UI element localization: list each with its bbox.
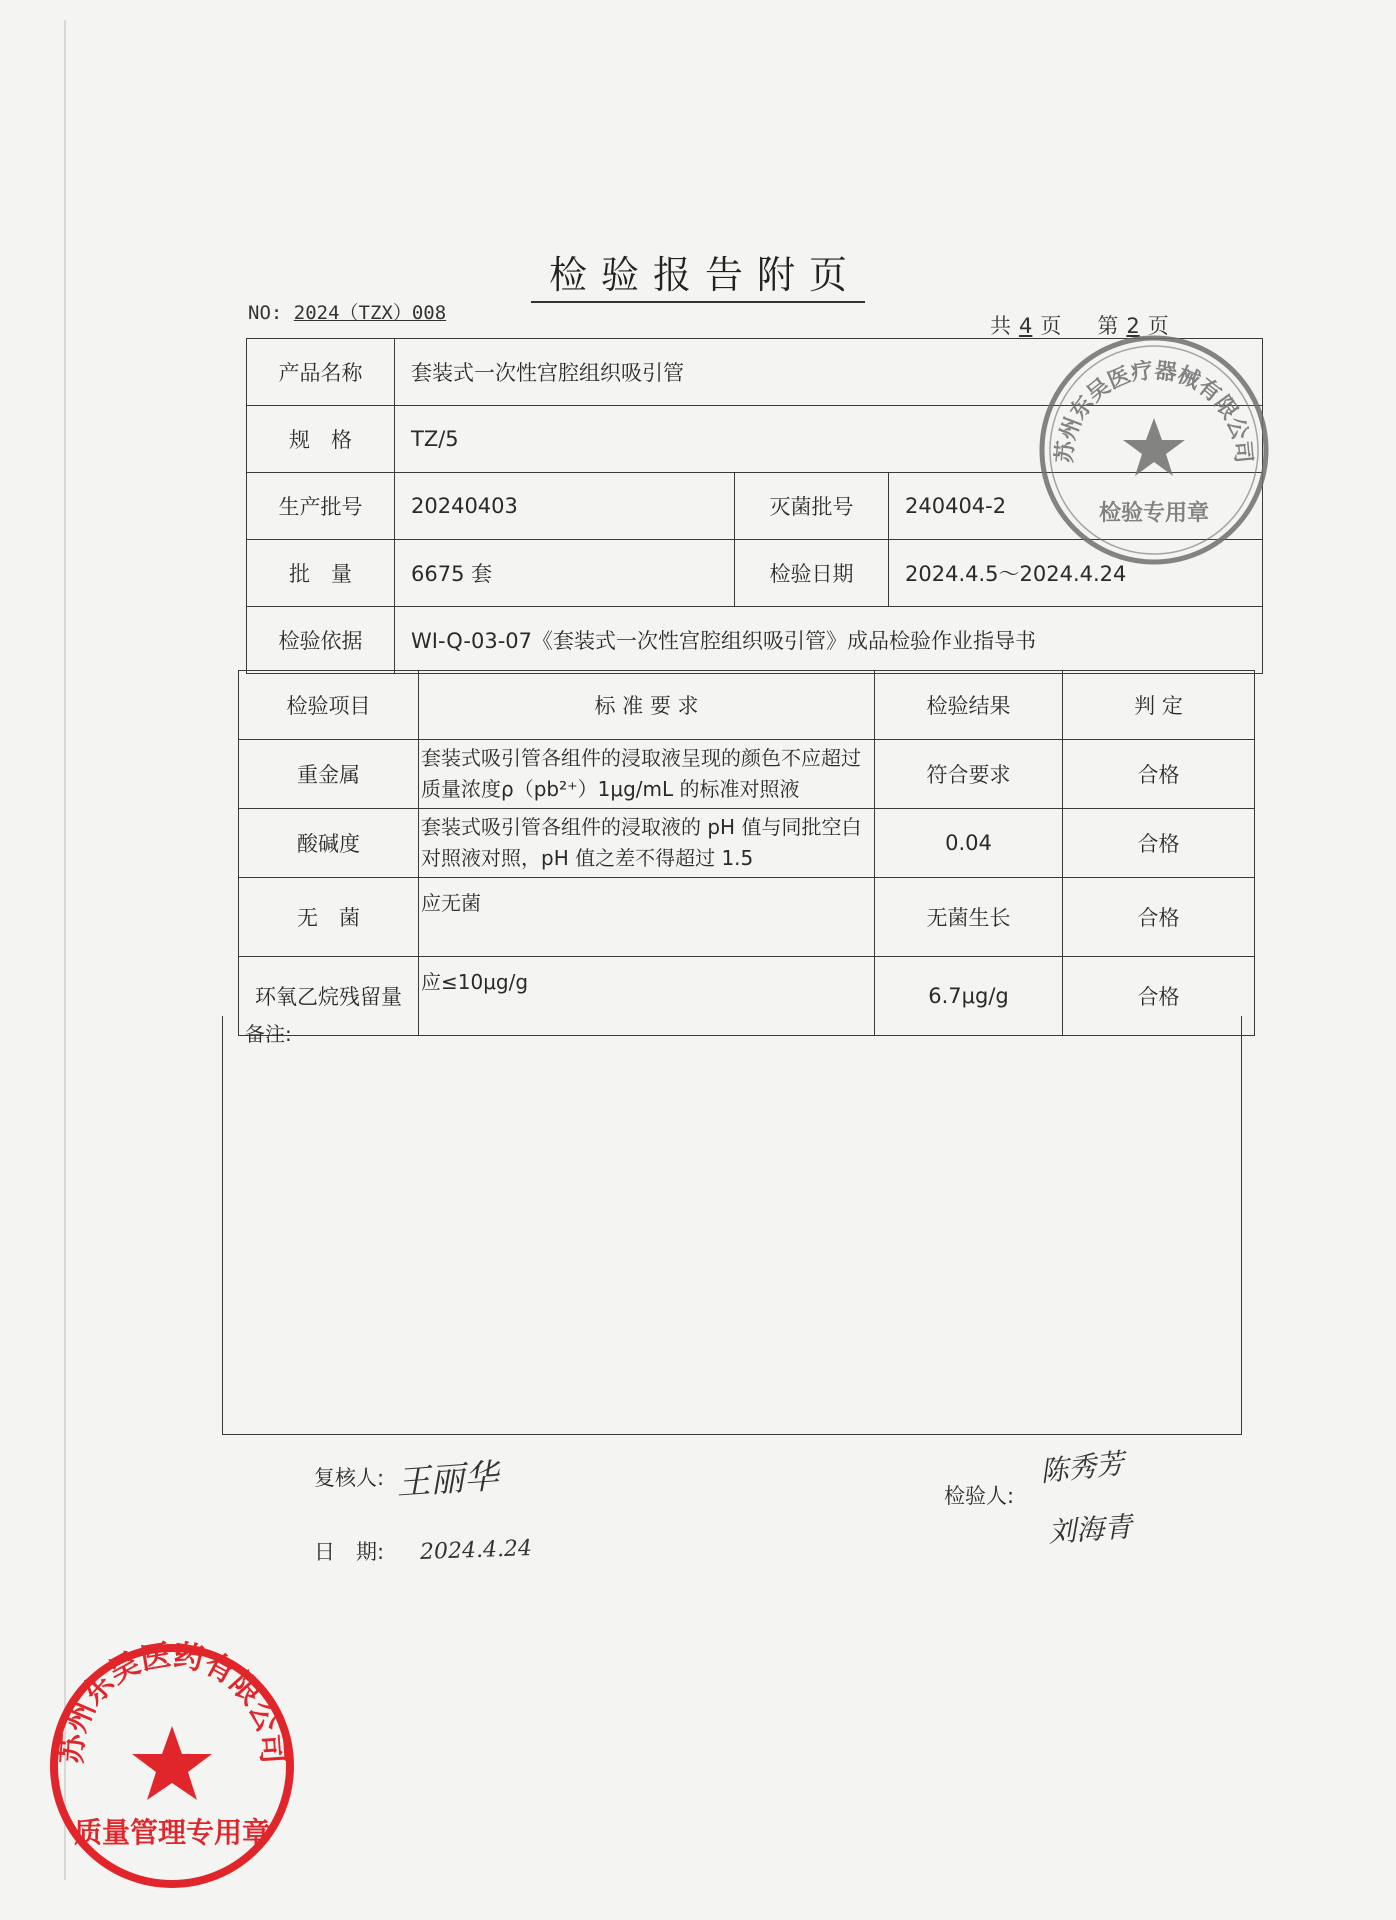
reviewer-signature: 王丽华: [394, 1456, 500, 1504]
product-name-value: 套装式一次性宫腔组织吸引管: [395, 339, 1263, 406]
report-number: NO: 2024（TZX）008: [248, 302, 447, 324]
star-icon: [132, 1726, 212, 1800]
remarks-box: [222, 1016, 1242, 1435]
results-table: [238, 670, 1255, 1036]
results-header-row: [239, 671, 1255, 740]
report-title: 检验报告附页: [0, 244, 1396, 299]
row-result: 0.04: [875, 809, 1063, 878]
sterilization-no-label: 灭菌批号: [735, 473, 889, 540]
row-item: 环氧乙烷残留量: [239, 957, 419, 1036]
quality-seal-text: 苏州东吴医药有限公司: [54, 1638, 290, 1765]
row-requirement: 套装式吸引管各组件的浸取液呈现的颜色不应超过质量浓度ρ（pb²⁺）1μg/mL 的标准对照液: [419, 740, 875, 809]
inspector-signature-1: 陈秀芳: [1038, 1446, 1126, 1489]
date-handwritten: 2024.4.24: [419, 1536, 533, 1565]
row-item: 无 菌: [239, 878, 419, 957]
table-row: [239, 809, 1255, 878]
table-row: [239, 740, 1255, 809]
row-basis: [247, 607, 1263, 674]
row-judgement: 合格: [1063, 740, 1255, 809]
quality-seal: [44, 1638, 300, 1894]
header-item: 检验项目: [239, 671, 419, 740]
reviewer-label: 复核人:: [314, 1466, 385, 1490]
row-judgement: 合格: [1063, 957, 1255, 1036]
page-counter: 共 4 页 第 2 页: [990, 314, 1169, 338]
inspection-seal: [1034, 330, 1274, 570]
inspector-label: 检验人:: [944, 1484, 1015, 1508]
batch-no-value: 20240403: [395, 473, 735, 540]
row-requirement: 应无菌: [419, 878, 875, 957]
row-result: 无菌生长: [875, 878, 1063, 957]
spec-label: 规 格: [247, 406, 395, 473]
row-requirement: 套装式吸引管各组件的浸取液的 pH 值与同批空白对照液对照，pH 值之差不得超过 1.5: [419, 809, 875, 878]
scan-edge: [64, 20, 66, 1880]
sterilization-no-value: 240404-2: [889, 473, 1263, 540]
inspection-seal-inner: 检验专用章: [1098, 501, 1210, 526]
row-result: 符合要求: [875, 740, 1063, 809]
row-item: 重金属: [239, 740, 419, 809]
quantity-value: 6675 套: [395, 540, 735, 607]
inspector-signature-2: 刘海青: [1047, 1510, 1134, 1549]
inspection-seal-text: 苏州东吴医疗器械有限公司: [1052, 358, 1256, 465]
table-row: [239, 878, 1255, 957]
row-result: 6.7μg/g: [875, 957, 1063, 1036]
header-judgement: 判 定: [1063, 671, 1255, 740]
row-item: 酸碱度: [239, 809, 419, 878]
date-label: 日 期:: [314, 1540, 385, 1564]
basis-label: 检验依据: [247, 607, 395, 674]
quality-seal-inner: 质量管理专用章: [73, 1816, 271, 1849]
quantity-label: 批 量: [247, 540, 395, 607]
header-result: 检验结果: [875, 671, 1063, 740]
remarks-label: 备注:: [245, 1022, 292, 1046]
product-name-label: 产品名称: [247, 339, 395, 406]
row-requirement: 应≤10μg/g: [419, 957, 875, 1036]
row-judgement: 合格: [1063, 878, 1255, 957]
star-icon: [1123, 418, 1185, 476]
inspection-date-label: 检验日期: [735, 540, 889, 607]
batch-no-label: 生产批号: [247, 473, 395, 540]
row-judgement: 合格: [1063, 809, 1255, 878]
inspection-date-value: 2024.4.5～2024.4.24: [889, 540, 1263, 607]
header-requirement: 标 准 要 求: [419, 671, 875, 740]
spec-value: TZ/5: [395, 406, 1263, 473]
basis-value: WI-Q-03-07《套装式一次性宫腔组织吸引管》成品检验作业指导书: [395, 607, 1263, 674]
